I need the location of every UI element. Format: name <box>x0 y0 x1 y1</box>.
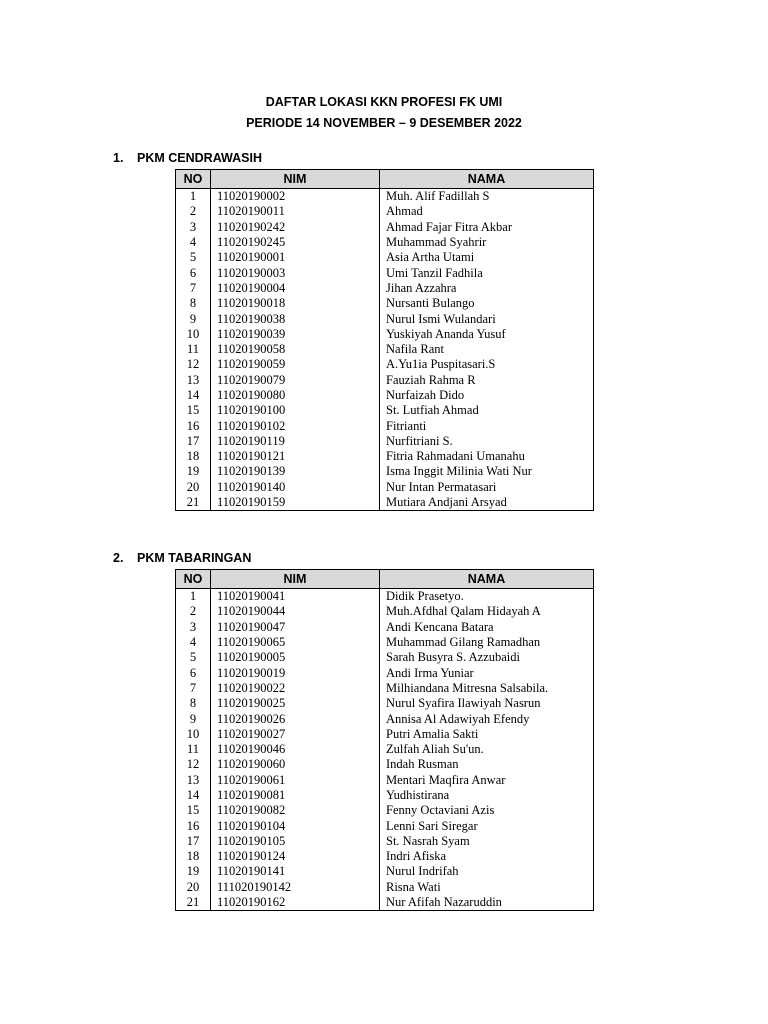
row-nim: 11020190044 <box>211 604 380 619</box>
row-no: 9 <box>176 711 211 726</box>
row-no: 1 <box>176 589 211 605</box>
row-nama: Muh. Alif Fadillah S <box>380 189 594 205</box>
row-nama: Muhammad Gilang Ramadhan <box>380 635 594 650</box>
row-nama: Sarah Busyra S. Azzubaidi <box>380 650 594 665</box>
row-nim: 11020190059 <box>211 357 380 372</box>
section-name: PKM CENDRAWASIH <box>137 151 263 165</box>
row-nim: 11020190082 <box>211 803 380 818</box>
table-row <box>176 296 594 311</box>
row-no: 14 <box>176 788 211 803</box>
table-row <box>176 818 594 833</box>
table-row <box>176 696 594 711</box>
row-nim: 11020190140 <box>211 480 380 495</box>
row-nama: Nurul Indrifah <box>380 864 594 879</box>
row-nim: 11020190026 <box>211 711 380 726</box>
table-row <box>176 604 594 619</box>
student-table-cendrawasih <box>175 169 594 511</box>
row-nim: 11020190081 <box>211 788 380 803</box>
row-nim: 11020190245 <box>211 235 380 250</box>
table-row <box>176 480 594 495</box>
table-row <box>176 757 594 772</box>
document-period: PERIODE 14 NOVEMBER – 9 DESEMBER 2022 <box>246 116 522 130</box>
row-nim: 11020190065 <box>211 635 380 650</box>
row-no: 19 <box>176 864 211 879</box>
row-nim: 11020190242 <box>211 220 380 235</box>
row-no: 15 <box>176 803 211 818</box>
row-nim: 11020190080 <box>211 388 380 403</box>
row-nama: Fauziah Rahma R <box>380 373 594 388</box>
table-row <box>176 834 594 849</box>
table-row <box>176 773 594 788</box>
table-row <box>176 742 594 757</box>
row-no: 9 <box>176 311 211 326</box>
row-no: 4 <box>176 635 211 650</box>
row-nim: 11020190005 <box>211 650 380 665</box>
row-no: 2 <box>176 604 211 619</box>
row-no: 16 <box>176 818 211 833</box>
row-nama: Indri Afiska <box>380 849 594 864</box>
section-name: PKM TABARINGAN <box>137 551 252 565</box>
row-nama: Risna Wati <box>380 880 594 895</box>
row-nama: Didik Prasetyo. <box>380 589 594 605</box>
row-nama: Asia Artha Utami <box>380 250 594 265</box>
row-nama: Nursanti Bulango <box>380 296 594 311</box>
row-no: 5 <box>176 650 211 665</box>
row-nim: 11020190100 <box>211 403 380 418</box>
table-row <box>176 895 594 911</box>
row-nama: Muh.Afdhal Qalam Hidayah A <box>380 604 594 619</box>
row-nama: St. Nasrah Syam <box>380 834 594 849</box>
header-nama: NAMA <box>380 170 594 189</box>
row-nim: 11020190004 <box>211 281 380 296</box>
table-row <box>176 281 594 296</box>
row-nama: Annisa Al Adawiyah Efendy <box>380 711 594 726</box>
table-header-row <box>176 570 594 589</box>
table-header-row <box>176 170 594 189</box>
row-nama: Nurul Ismi Wulandari <box>380 311 594 326</box>
row-nama: Umi Tanzil Fadhila <box>380 265 594 280</box>
row-no: 8 <box>176 296 211 311</box>
row-nama: Nurfaizah Dido <box>380 388 594 403</box>
row-no: 10 <box>176 327 211 342</box>
row-nim: 11020190139 <box>211 464 380 479</box>
table-row <box>176 235 594 250</box>
row-nama: Yudhistirana <box>380 788 594 803</box>
row-no: 3 <box>176 220 211 235</box>
table-row <box>176 388 594 403</box>
row-no: 4 <box>176 235 211 250</box>
table-row <box>176 189 594 205</box>
table-row <box>176 650 594 665</box>
row-no: 19 <box>176 464 211 479</box>
table-row <box>176 589 594 605</box>
row-nim: 11020190019 <box>211 665 380 680</box>
row-nim: 11020190121 <box>211 449 380 464</box>
row-no: 6 <box>176 265 211 280</box>
row-nama: St. Lutfiah Ahmad <box>380 403 594 418</box>
row-nim: 11020190022 <box>211 681 380 696</box>
row-nim: 11020190003 <box>211 265 380 280</box>
row-no: 17 <box>176 434 211 449</box>
row-nim: 111020190142 <box>211 880 380 895</box>
table-row <box>176 635 594 650</box>
table-row <box>176 803 594 818</box>
row-nama: Nur Intan Permatasari <box>380 480 594 495</box>
row-nama: Ahmad <box>380 204 594 219</box>
row-nim: 11020190041 <box>211 589 380 605</box>
row-nama: Zulfah Aliah Su'un. <box>380 742 594 757</box>
row-nim: 11020190038 <box>211 311 380 326</box>
row-no: 3 <box>176 620 211 635</box>
row-nama: Isma Inggit Milinia Wati Nur <box>380 464 594 479</box>
row-nama: Fitria Rahmadani Umanahu <box>380 449 594 464</box>
table-row <box>176 311 594 326</box>
row-no: 12 <box>176 757 211 772</box>
row-nama: Fitrianti <box>380 418 594 433</box>
document-title: DAFTAR LOKASI KKN PROFESI FK UMI <box>265 95 503 109</box>
row-no: 11 <box>176 342 211 357</box>
row-nim: 11020190102 <box>211 418 380 433</box>
row-nama: Jihan Azzahra <box>380 281 594 296</box>
row-nama: Putri Amalia Sakti <box>380 727 594 742</box>
row-nim: 11020190060 <box>211 757 380 772</box>
section-title-cendrawasih <box>113 151 262 165</box>
row-nim: 11020190162 <box>211 895 380 911</box>
row-no: 13 <box>176 773 211 788</box>
header-nim: NIM <box>211 570 380 589</box>
row-nim: 11020190047 <box>211 620 380 635</box>
row-nim: 11020190058 <box>211 342 380 357</box>
row-nama: Andi Kencana Batara <box>380 620 594 635</box>
table-row <box>176 373 594 388</box>
row-nim: 11020190001 <box>211 250 380 265</box>
row-nama: Muhammad Syahrir <box>380 235 594 250</box>
row-no: 10 <box>176 727 211 742</box>
row-nama: Yuskiyah Ananda Yusuf <box>380 327 594 342</box>
table-row <box>176 449 594 464</box>
row-no: 15 <box>176 403 211 418</box>
table-body <box>176 589 594 911</box>
header-no: NO <box>176 170 211 189</box>
row-nama: Milhiandana Mitresna Salsabila. <box>380 681 594 696</box>
row-no: 20 <box>176 880 211 895</box>
table-row <box>176 342 594 357</box>
header-nim: NIM <box>211 170 380 189</box>
row-nim: 11020190124 <box>211 849 380 864</box>
row-no: 16 <box>176 418 211 433</box>
row-no: 13 <box>176 373 211 388</box>
table-row <box>176 849 594 864</box>
table-row <box>176 681 594 696</box>
table-row <box>176 418 594 433</box>
row-no: 17 <box>176 834 211 849</box>
row-nama: Fenny Octaviani Azis <box>380 803 594 818</box>
row-nama: Ahmad Fajar Fitra Akbar <box>380 220 594 235</box>
row-no: 21 <box>176 895 211 911</box>
row-no: 7 <box>176 681 211 696</box>
row-nim: 11020190002 <box>211 189 380 205</box>
row-no: 7 <box>176 281 211 296</box>
row-no: 12 <box>176 357 211 372</box>
row-no: 11 <box>176 742 211 757</box>
row-nama: A.Yu1ia Puspitasari.S <box>380 357 594 372</box>
row-nim: 11020190159 <box>211 495 380 511</box>
row-no: 20 <box>176 480 211 495</box>
table-row <box>176 357 594 372</box>
row-nim: 11020190018 <box>211 296 380 311</box>
table-row <box>176 620 594 635</box>
table-row <box>176 220 594 235</box>
row-nama: Nurfitriani S. <box>380 434 594 449</box>
row-nim: 11020190025 <box>211 696 380 711</box>
row-no: 14 <box>176 388 211 403</box>
row-nim: 11020190141 <box>211 864 380 879</box>
table-row <box>176 788 594 803</box>
row-nama: Mutiara Andjani Arsyad <box>380 495 594 511</box>
row-nama: Andi Irma Yuniar <box>380 665 594 680</box>
row-nim: 11020190046 <box>211 742 380 757</box>
row-nim: 11020190039 <box>211 327 380 342</box>
section-number: 2. <box>113 551 124 565</box>
row-no: 2 <box>176 204 211 219</box>
table-body <box>176 189 594 511</box>
row-nim: 11020190027 <box>211 727 380 742</box>
row-nama: Nafila Rant <box>380 342 594 357</box>
table-row <box>176 327 594 342</box>
row-no: 6 <box>176 665 211 680</box>
table-row <box>176 434 594 449</box>
table-row <box>176 711 594 726</box>
row-nama: Lenni Sari Siregar <box>380 818 594 833</box>
row-no: 5 <box>176 250 211 265</box>
header-nama: NAMA <box>380 570 594 589</box>
row-no: 1 <box>176 189 211 205</box>
table-row <box>176 864 594 879</box>
row-nama: Nurul Syafira Ilawiyah Nasrun <box>380 696 594 711</box>
row-no: 8 <box>176 696 211 711</box>
table-row <box>176 265 594 280</box>
row-no: 21 <box>176 495 211 511</box>
header-no: NO <box>176 570 211 589</box>
table-row <box>176 880 594 895</box>
table-row <box>176 495 594 511</box>
row-nim: 11020190079 <box>211 373 380 388</box>
row-no: 18 <box>176 449 211 464</box>
section-title-tabaringan <box>113 551 251 565</box>
row-nim: 11020190011 <box>211 204 380 219</box>
row-nama: Nur Afifah Nazaruddin <box>380 895 594 911</box>
table-row <box>176 727 594 742</box>
table-row <box>176 464 594 479</box>
table-row <box>176 250 594 265</box>
table-row <box>176 665 594 680</box>
row-nama: Indah Rusman <box>380 757 594 772</box>
row-nim: 11020190119 <box>211 434 380 449</box>
row-no: 18 <box>176 849 211 864</box>
row-nim: 11020190105 <box>211 834 380 849</box>
table-row <box>176 204 594 219</box>
student-table-tabaringan <box>175 569 594 911</box>
row-nim: 11020190104 <box>211 818 380 833</box>
table-row <box>176 403 594 418</box>
section-number: 1. <box>113 151 124 165</box>
row-nama: Mentari Maqfira Anwar <box>380 773 594 788</box>
row-nim: 11020190061 <box>211 773 380 788</box>
